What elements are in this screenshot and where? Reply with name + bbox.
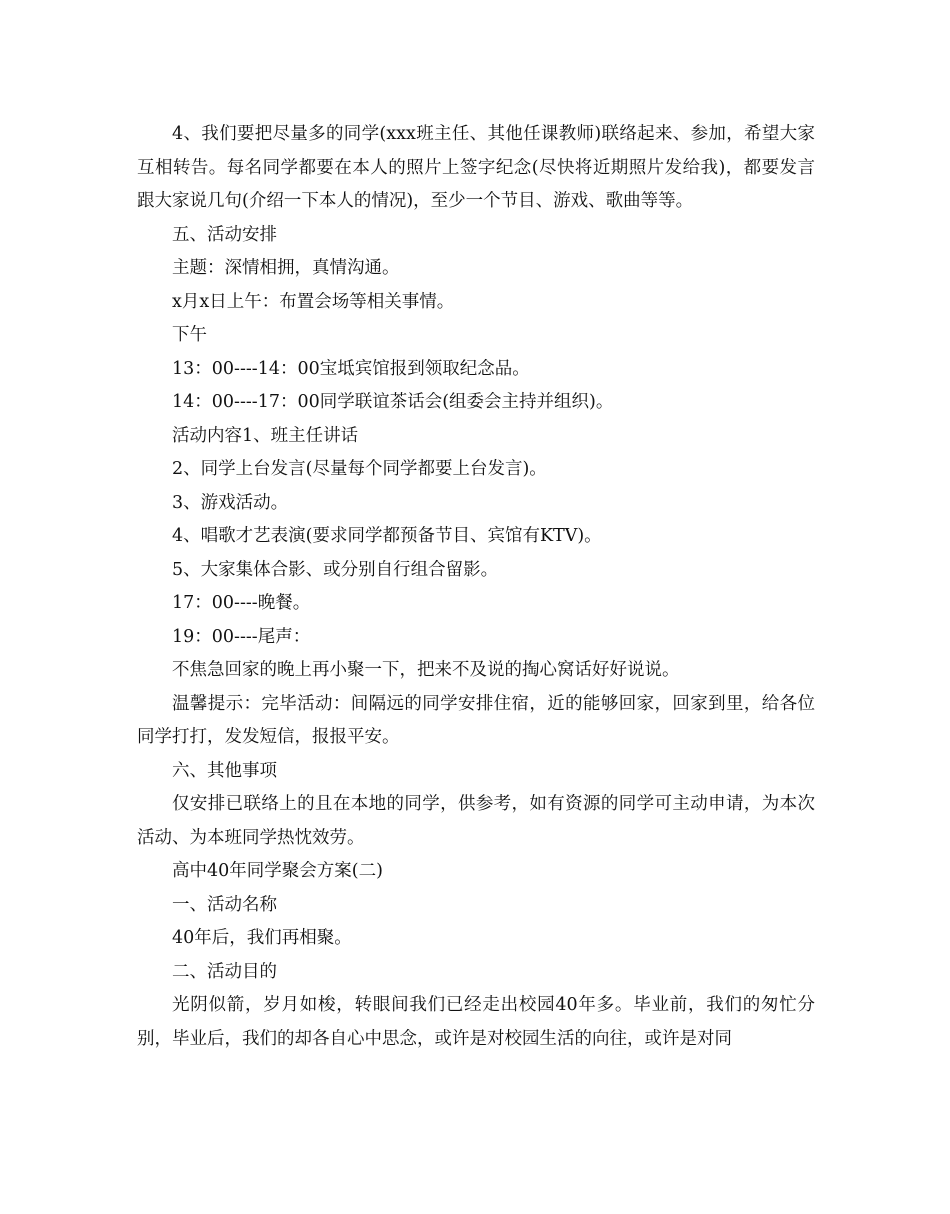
other-matters-text: 仅安排已联络上的且在本地的同学，供参考，如有资源的同学可主动申请，为本次活动、为本班同学热忱效劳。 <box>137 794 815 848</box>
activity-content-3: 3、游戏活动。 <box>172 492 289 513</box>
evening-note: 不焦急回家的晚上再小聚一下，把来不及说的掏心窝话好好说说。 <box>172 660 680 680</box>
activity-content-5: 5、大家集体合影、或分别自行组合留影。 <box>172 559 499 580</box>
schedule-1900: 19：00----尾声： <box>172 626 311 647</box>
schedule-morning: x月x日上午：布置会场等相关事情。 <box>172 291 455 312</box>
schedule-afternoon-label: 下午 <box>172 325 207 345</box>
paragraph-item-4: 4、我们要把尽量多的同学(xxx班主任、其他任课教师)联络起来、参加，希望大家互相转告。每名同学都要在本人的照片上签字纪念(尽快将近期照片发给我)，都要发言跟大家说几句(介绍一下本人的情况)，至少一个节目、游戏、歌曲等等。 <box>137 124 815 211</box>
friendly-reminder: 温馨提示：完毕活动：间隔远的同学安排住宿，近的能够回家，回家到里，给各位同学打打，发发短信，报报平安。 <box>137 693 815 747</box>
activity-purpose-text: 光阴似箭，岁月如梭，转眼间我们已经走出校园40年多。毕业前，我们的匆忙分别，毕业后，我们的却各自心中思念，或许是对校园生活的向往，或许是对同 <box>137 995 815 1049</box>
activity-name-text: 40年后，我们再相聚。 <box>172 928 352 948</box>
schedule-1300: 13：00----14：00宝坻宾馆报到领取纪念品。 <box>172 358 530 379</box>
activity-content-2: 2、同学上台发言(尽量每个同学都要上台发言)。 <box>172 459 547 479</box>
section-heading-activity-name: 一、活动名称 <box>172 894 277 915</box>
document-body <box>137 118 815 1056</box>
schedule-1700: 17：00----晚餐。 <box>172 593 311 613</box>
section-heading-other-matters: 六、其他事项 <box>172 760 277 781</box>
schedule-1400: 14：00----17：00同学联谊茶话会(组委会主持并组织)。 <box>172 392 614 412</box>
section-heading-activity-arrangement: 五、活动安排 <box>172 224 277 245</box>
theme-line: 主题：深情相拥，真情沟通。 <box>172 258 400 278</box>
activity-content-1: 活动内容1、班主任讲话 <box>172 425 359 446</box>
plan-two-title: 高中40年同学聚会方案(二) <box>172 861 383 881</box>
section-heading-activity-purpose: 二、活动目的 <box>172 961 277 982</box>
activity-content-4: 4、唱歌才艺表演(要求同学都预备节目、宾馆有KTV)。 <box>172 526 602 546</box>
